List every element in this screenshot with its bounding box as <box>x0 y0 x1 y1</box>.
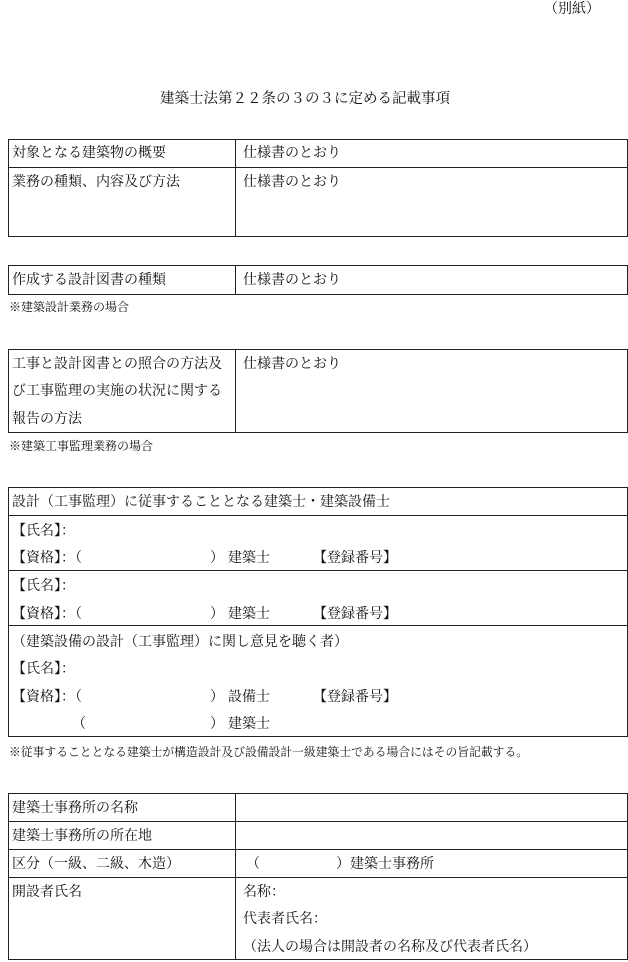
supervision-note: ※建築工事監理業務の場合 <box>9 439 154 453</box>
engineers-note: ※従事することとなる建築士が構造設計及び設備設計一級建築士である場合にはその旨記載する。 <box>9 745 529 759</box>
building-overview-label: 対象となる建築物の概要 <box>12 145 166 161</box>
equipment-heading: （建築設備の設計（工事監理）に関し意見を聴く者） <box>12 634 348 650</box>
attachment-label: （別紙） <box>544 1 600 17</box>
design-docs-label: 作成する設計図書の種類 <box>12 272 166 288</box>
open-paren-4: （ <box>72 716 86 732</box>
qualification-label-2: 【資格】：（ <box>12 606 82 622</box>
engineers-table <box>8 487 628 737</box>
work-type-label: 業務の種類、内容及び方法 <box>12 174 180 190</box>
report-label-line2: び工事監理の実施の状況に関する <box>12 383 222 399</box>
architect-4: 建築士 <box>228 716 270 732</box>
qualification-label-1: 【資格】：（ <box>12 550 82 566</box>
overview-table <box>8 139 628 237</box>
page-title: 建築士法第２２条の３の３に定める記載事項 <box>160 91 450 107</box>
design-note: ※建築設計業務の場合 <box>9 300 130 314</box>
representative-name: 代表者氏名： <box>243 911 327 927</box>
name-label-1: 【氏名】： <box>12 523 75 539</box>
building-overview-value: 仕様書のとおり <box>243 145 341 161</box>
name-label-2: 【氏名】： <box>12 578 75 594</box>
design-docs-value: 仕様書のとおり <box>243 272 341 288</box>
report-value: 仕様書のとおり <box>243 356 341 372</box>
architect-1: 建築士 <box>228 550 270 566</box>
office-class-value: ）建築士事務所 <box>336 856 434 872</box>
founder-name-label: 開設者氏名 <box>12 884 82 900</box>
close-paren-3: ） <box>210 689 224 705</box>
corporation-note: （法人の場合は開設者の名称及び代表者氏名） <box>243 939 537 955</box>
work-type-value: 仕様書のとおり <box>243 174 341 190</box>
office-class-open-paren: （ <box>246 856 260 872</box>
report-label-line3: 報告の方法 <box>12 411 82 427</box>
close-paren-4: ） <box>210 716 224 732</box>
office-class-label: 区分（一級、二級、木造） <box>12 856 180 872</box>
supervision-report-table <box>8 349 628 433</box>
close-paren-2: ） <box>210 606 224 622</box>
name-label-3: 【氏名】： <box>12 661 75 677</box>
equipment-engineer: 設備士 <box>228 689 270 705</box>
engineers-heading: 設計（工事監理）に従事することとなる建築士・建築設備士 <box>12 494 390 510</box>
registration-number-3: 【登録番号】 <box>313 689 397 705</box>
registration-number-1: 【登録番号】 <box>313 550 397 566</box>
registration-number-2: 【登録番号】 <box>313 606 397 622</box>
office-address-label: 建築士事務所の所在地 <box>12 828 152 844</box>
report-label-line1: 工事と設計図書との照合の方法及 <box>12 356 222 372</box>
office-name-label: 建築士事務所の名称 <box>12 800 138 816</box>
founder-title: 名称： <box>243 884 285 900</box>
office-table <box>8 793 628 960</box>
close-paren-1: ） <box>210 550 224 566</box>
qualification-label-3: 【資格】：（ <box>12 689 82 705</box>
architect-2: 建築士 <box>228 606 270 622</box>
design-docs-table <box>8 265 628 295</box>
